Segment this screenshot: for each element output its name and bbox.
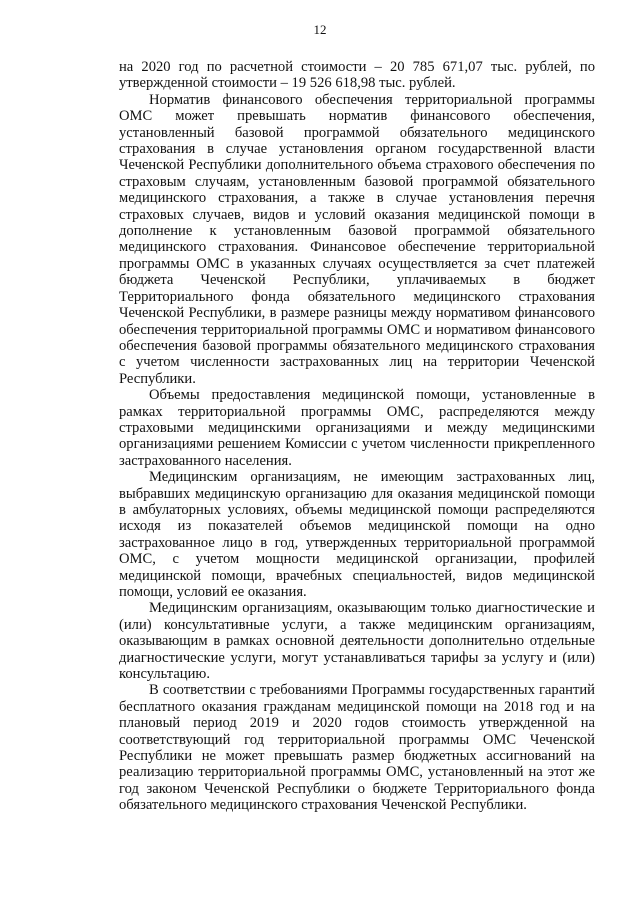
body-text (119, 59, 595, 814)
page-number: 12 (313, 22, 327, 37)
paragraph-oms-financing-norm: Норматив финансового обеспечения территориальной программы ОМС может превышать норматив финансового обеспечения, установленный базовой программой обязательного медицинского страхования в случае установления органом государственной власти Чеченской Республики дополнительного объема страхового обеспечения по страховым случаям, установленным базовой программой обязательного медицинского страхования, а также в случае установления перечня страховых случаев, видов и условий оказания медицинской помощи в дополнение к установленным базовой программой обязательного медицинского страхования. Финансовое обеспечение территориальной программы ОМС в указанных случаях осуществляется за счет платежей бюджета Чеченской Республики, уплачиваемых в бюджет Территориального фонда обязательного медицинского страхования Чеченской Республики, в размере разницы между нормативом финансового обеспечения территориальной программы ОМС и нормативом финансового обеспечения базовой программы обязательного медицинского страхования с учетом численности застрахованных лиц на территории Чеченской Республики. (119, 91, 595, 387)
paragraph-organizations-without-insured: Медицинским организациям, не имеющим застрахованных лиц, выбравших медицинскую организацию для оказания медицинской помощи в амбулаторных условиях, объемы медицинской помощи распределяются исходя из показателей объемов медицинской помощи на одно застрахованное лицо в год, утвержденных территориальной программой ОМС, с учетом мощности медицинской организации, профилей медицинской помощи, врачебных специальностей, видов медицинской помощи, условий ее оказания. (119, 469, 595, 600)
paragraph-care-volume-distribution: Объемы предоставления медицинской помощи, установленные в рамках территориальной программы ОМС, распределяются между страховыми медицинскими организациями и между медицинскими организациями решением Комиссии с учетом численности прикрепленного застрахованного населения. (119, 387, 595, 469)
paragraph-continuation: на 2020 год по расчетной стоимости – 20 785 671,07 тыс. рублей, по утвержденной стоимости – 19 526 618,98 тыс. рублей. (119, 59, 595, 92)
paragraph-program-cost-limit: В соответствии с требованиями Программы государственных гарантий бесплатного оказания гражданам медицинской помощи на 2018 год и на плановый период 2019 и 2020 годов стоимость утвержденной на соответствующий год территориальной программы ОМС Чеченской Республики не может превышать размер бюджетных ассигнований на реализацию территориальной программы ОМС, установленный на этот же год законом Чеченской Республики о бюджете Территориального фонда обязательного медицинского страхования Чеченской Республики. (119, 682, 595, 814)
paragraph-diagnostic-tariffs: Медицинским организациям, оказывающим только диагностические и (или) консультативные услуги, а также медицинским организациям, оказывающим в рамках основной деятельности дополнительно отдельные диагностические услуги, могут устанавливаться тарифы за услугу и (или) консультацию. (119, 600, 595, 683)
